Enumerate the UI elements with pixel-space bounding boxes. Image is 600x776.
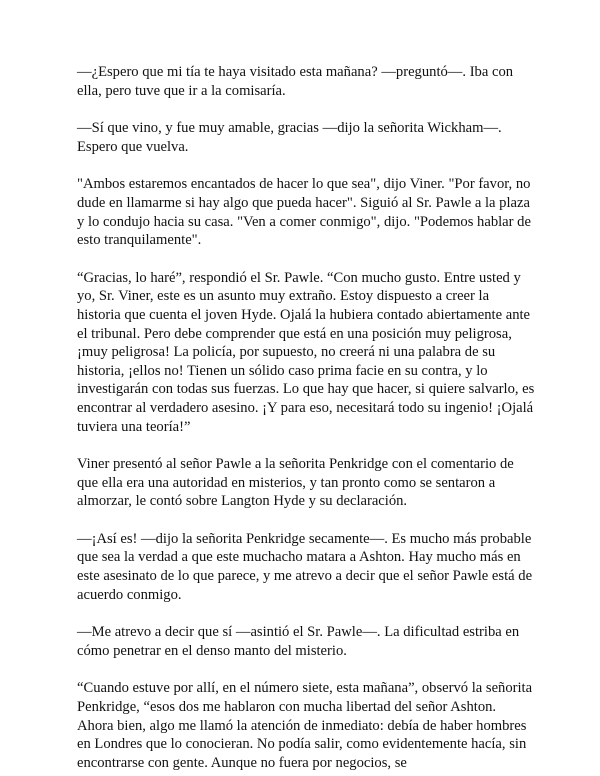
paragraph-2: —Sí que vino, y fue muy amable, gracias —dijo la señorita Wickham—. Espero que vuelva. [77,120,502,155]
paragraph-7: —Me atrevo a decir que sí —asintió el Sr. Pawle—. La dificultad estriba en cómo penetrar en el denso manto del misterio. [77,624,520,659]
paragraph-8: “Cuando estuve por allí, en el número siete, esta mañana”, observó la señorita Penkridge, “esos dos me hablaron con mucha libertad del señor Ashton. Ahora bien, algo me llamó la atención de inmediato: debía de haber hombres en Londres que lo conocieran. No podía salir, como evidentemente hacía, sin encontrarse con gente. Aunque no fuera por negocios, se [77,680,533,771]
document-page [77,63,535,772]
paragraph-6: —¡Así es! —dijo la señorita Penkridge secamente—. Es mucho más probable que sea la verdad a que este muchacho matara a Ashton. Hay mucho más en este asesinato de lo que parece, y me atrevo a decir que el señor Pawle está de acuerdo conmigo. [77,530,533,603]
paragraph-1: —¿Espero que mi tía te haya visitado esta mañana? —preguntó—. Iba con ella, pero tuve que ir a la comisaría. [77,64,514,99]
paragraph-3: "Ambos estaremos encantados de hacer lo que sea", dijo Viner. "Por favor, no dude en llamarme si hay algo que pueda hacer". Siguió al Sr. Pawle a la plaza y lo condujo hacia su casa. "Ven a comer conmigo", dijo. "Podemos hablar de esto tranquilamente". [77,176,531,249]
paragraph-4: “Gracias, lo haré”, respondió el Sr. Pawle. “Con mucho gusto. Entre usted y yo, Sr. Viner, este es un asunto muy extraño. Estoy dispuesto a creer la historia que cuenta el joven Hyde. Ojalá la hubiera contado abiertamente ante el tribunal. Pero debe comprender que está en una posición muy peligrosa, ¡muy peligrosa! La policía, por supuesto, no creerá ni una palabra de su historia, ¡ellos no! Tienen un sólido caso prima facie en su contra, y lo investigarán con todas sus fuerzas. Lo que hay que hacer, si quiere salvarlo, es encontrar al verdadero asesino. ¡Y para eso, necesitará todo su ingenio! ¡Ojalá tuviera una teoría!” [77,269,535,435]
paragraph-5: Viner presentó al señor Pawle a la señorita Penkridge con el comentario de que ella era una autoridad en misterios, y tan pronto como se sentaron a almorzar, le contó sobre Langton Hyde y su declaración. [77,456,514,510]
